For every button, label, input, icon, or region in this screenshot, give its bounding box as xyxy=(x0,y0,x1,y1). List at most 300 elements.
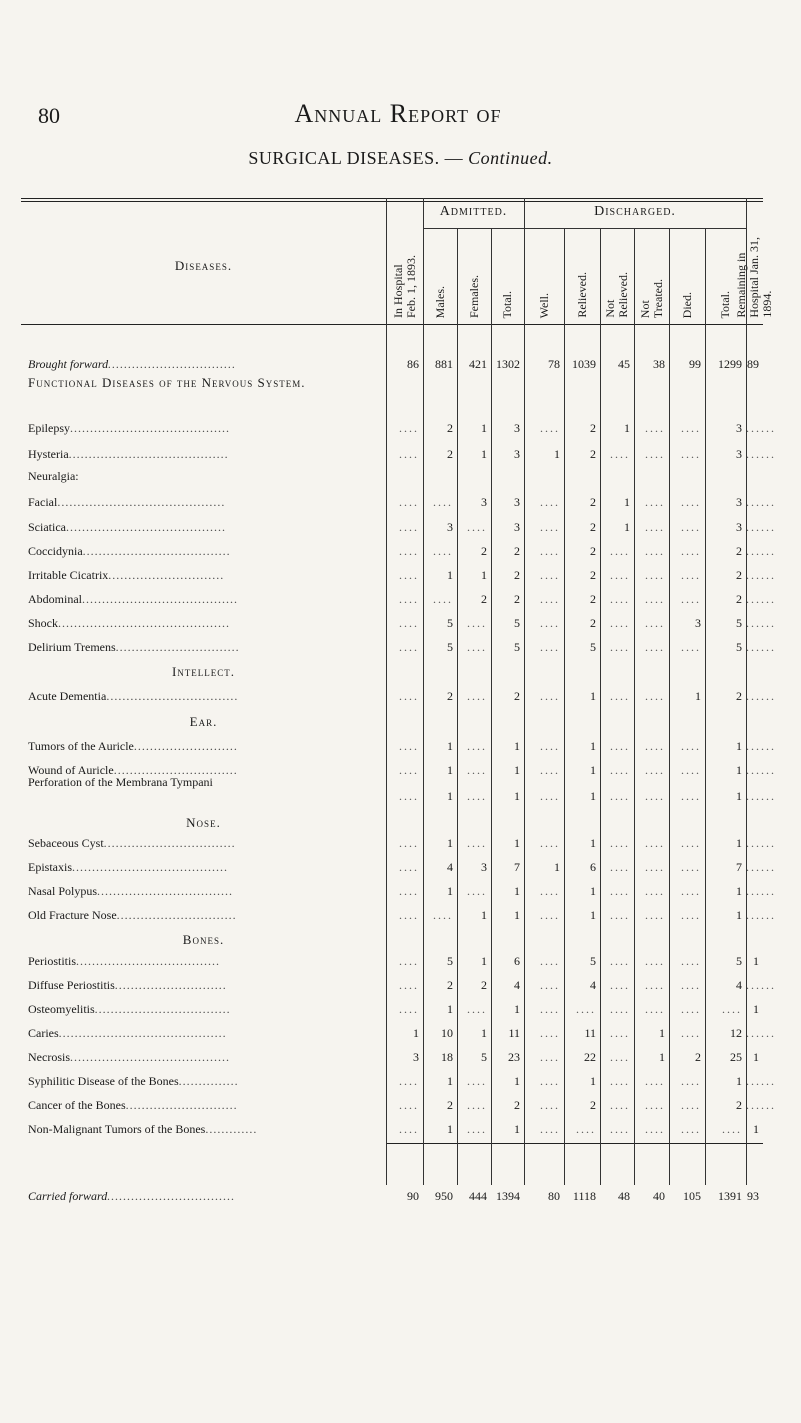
cell-col-11: ...... xyxy=(746,884,776,898)
cell-col-10: 12 xyxy=(730,1026,742,1040)
row-label-text: Irritable Cicatrix xyxy=(28,568,109,582)
row-label-facial xyxy=(28,495,225,510)
cell-col-10: 2 xyxy=(736,689,742,703)
row-label-nasal-polypus xyxy=(28,884,233,899)
cell-col-5: .... xyxy=(540,544,560,558)
cell-col-5: .... xyxy=(540,978,560,992)
cell-col-6: 2 xyxy=(590,421,596,435)
cell-col-9: .... xyxy=(681,860,701,874)
column-header-2 xyxy=(423,232,457,318)
cell-col-6: 2 xyxy=(590,592,596,606)
row-label-text: Facial xyxy=(28,495,58,509)
page-header xyxy=(38,95,758,135)
cell-col-11: ...... xyxy=(746,789,776,803)
cell-col-9: .... xyxy=(681,592,701,606)
cell-col-5: .... xyxy=(540,789,560,803)
cell-col-3: 1 xyxy=(481,447,487,461)
cell-col-5: .... xyxy=(540,495,560,509)
group-subrule-discharged xyxy=(524,228,746,229)
cell-col-4: 1 xyxy=(514,1074,520,1088)
cell-col-5: .... xyxy=(540,1002,560,1016)
cell-col-3: .... xyxy=(467,640,487,654)
cell-col-7: .... xyxy=(610,592,630,606)
cell-col-4: 3 xyxy=(514,520,520,534)
cell-col-1: .... xyxy=(399,884,419,898)
cell-col-4: 5 xyxy=(514,640,520,654)
cell-col-5: .... xyxy=(540,568,560,582)
cell-col-8: .... xyxy=(645,763,665,777)
cell-col-9: .... xyxy=(681,884,701,898)
leader-dots: .................................... xyxy=(76,954,221,968)
cell-col-3: 1 xyxy=(481,954,487,968)
cell-col-7: .... xyxy=(610,1026,630,1040)
cell-col-8: .... xyxy=(645,1002,665,1016)
cell-col-6: 1039 xyxy=(572,357,596,371)
cell-col-11: 1 xyxy=(753,1002,759,1016)
table-row xyxy=(21,1025,776,1043)
cell-col-8: .... xyxy=(645,495,665,509)
cell-col-3: 2 xyxy=(481,544,487,558)
cell-col-2: 2 xyxy=(447,1098,453,1112)
cell-col-10: 1 xyxy=(736,739,742,753)
cell-col-5: .... xyxy=(540,689,560,703)
cell-col-2: 1 xyxy=(447,1122,453,1136)
cell-col-6: 5 xyxy=(590,954,596,968)
cell-col-6: 6 xyxy=(590,860,596,874)
cell-col-10: 1 xyxy=(736,884,742,898)
cell-col-10: 5 xyxy=(736,954,742,968)
cell-col-1: 86 xyxy=(407,357,419,371)
cell-col-8: .... xyxy=(645,1122,665,1136)
cell-col-9: .... xyxy=(681,447,701,461)
cell-col-1: .... xyxy=(399,447,419,461)
cell-col-7: .... xyxy=(610,1074,630,1088)
cell-col-3: 5 xyxy=(481,1050,487,1064)
column-header-text: Total. xyxy=(718,290,732,318)
cell-col-1: .... xyxy=(399,1002,419,1016)
cell-col-6: 2 xyxy=(590,568,596,582)
leader-dots: ................................ xyxy=(107,1189,236,1203)
cell-col-7: .... xyxy=(610,860,630,874)
cell-col-3: 1 xyxy=(481,568,487,582)
leader-dots: ............................ xyxy=(114,978,227,992)
cell-col-4: 1 xyxy=(514,1002,520,1016)
cell-col-10: 4 xyxy=(736,978,742,992)
column-header-6 xyxy=(564,232,600,318)
cell-col-7: .... xyxy=(610,640,630,654)
cell-col-6: 1 xyxy=(590,836,596,850)
cell-col-1: .... xyxy=(399,1098,419,1112)
column-rule-7 xyxy=(634,228,635,1173)
table-row xyxy=(21,907,776,925)
column-rule-1 xyxy=(423,198,424,1173)
cell-col-4: 5 xyxy=(514,616,520,630)
row-label-irritable-cicatrix xyxy=(28,568,224,583)
cell-col-6: 1 xyxy=(590,763,596,777)
cell-col-11: ...... xyxy=(746,1026,776,1040)
cell-col-9: .... xyxy=(681,978,701,992)
cell-col-8: .... xyxy=(645,1074,665,1088)
row-label-text: Osteomyelitis xyxy=(28,1002,95,1016)
cell-col-2: 1 xyxy=(447,568,453,582)
cell-col-7: .... xyxy=(610,908,630,922)
cell-col-6: 22 xyxy=(584,1050,596,1064)
cell-col-4: 1 xyxy=(514,763,520,777)
cell-col-4: 7 xyxy=(514,860,520,874)
cell-col-11: ...... xyxy=(746,421,776,435)
cell-col-4: 23 xyxy=(508,1050,520,1064)
cell-col-5: 78 xyxy=(548,357,560,371)
carried-column-rule-0 xyxy=(386,1143,387,1185)
cell-col-11: ...... xyxy=(746,763,776,777)
cell-col-5: .... xyxy=(540,836,560,850)
leader-dots: .......................................... xyxy=(58,1026,227,1040)
cell-col-11: ...... xyxy=(746,520,776,534)
cell-col-11: ...... xyxy=(746,860,776,874)
row-label-text: Abdominal xyxy=(28,592,82,606)
subheading-bones: Bones. xyxy=(182,932,225,947)
cell-col-7: .... xyxy=(610,447,630,461)
cell-col-10: 1 xyxy=(736,789,742,803)
cell-col-2: 1 xyxy=(447,739,453,753)
row-label-text: Old Fracture Nose xyxy=(28,908,117,922)
cell-col-4: 2 xyxy=(514,592,520,606)
leader-dots: ..................................... xyxy=(82,544,231,558)
cell-col-8: .... xyxy=(645,568,665,582)
cell-col-8: .... xyxy=(645,616,665,630)
cell-col-5: .... xyxy=(540,884,560,898)
cell-col-11: ...... xyxy=(746,640,776,654)
row-label-sciatica xyxy=(28,520,226,535)
table-row xyxy=(21,775,776,806)
cell-col-1: .... xyxy=(399,421,419,435)
table-row xyxy=(21,519,776,537)
cell-col-7: .... xyxy=(610,1122,630,1136)
cell-col-4: 1302 xyxy=(496,357,520,371)
cell-col-7: .... xyxy=(610,568,630,582)
cell-col-7: 1 xyxy=(624,421,630,435)
leader-dots: ............................. xyxy=(108,568,225,582)
table-row xyxy=(21,615,776,633)
column-rule-9 xyxy=(705,228,706,1173)
cell-col-8: 1 xyxy=(659,1026,665,1040)
cell-col-3: .... xyxy=(467,1098,487,1112)
cell-col-6: 2 xyxy=(590,520,596,534)
cell-col-8: .... xyxy=(645,908,665,922)
row-label-abdominal xyxy=(28,592,238,607)
cell-col-7: .... xyxy=(610,1050,630,1064)
subheading-neuralgia: Neuralgia: xyxy=(28,469,79,483)
cell-col-5: .... xyxy=(540,1074,560,1088)
row-label-text: Shock xyxy=(28,616,58,630)
cell-col-7: .... xyxy=(610,978,630,992)
cell-col-1: .... xyxy=(399,689,419,703)
leader-dots: ........................................ xyxy=(65,520,226,534)
subheading-nose: Nose. xyxy=(186,815,221,830)
column-header-11 xyxy=(734,202,774,318)
carried-column-rule-5 xyxy=(564,1143,565,1185)
column-rule-6 xyxy=(600,228,601,1173)
cell-col-11: ...... xyxy=(746,568,776,582)
cell-col-11: ...... xyxy=(746,616,776,630)
column-header-text: Relieved. xyxy=(574,272,589,318)
cell-col-2: 3 xyxy=(447,520,453,534)
cell-col-3: 444 xyxy=(469,1189,487,1203)
column-rule-3 xyxy=(491,228,492,1173)
cell-col-9: 3 xyxy=(695,616,701,630)
row-label-non-malignant-tumors-of-the-bones xyxy=(28,1122,257,1137)
cell-col-10: 2 xyxy=(736,568,742,582)
cell-col-1: .... xyxy=(399,1122,419,1136)
subheading-functional: Functional Diseases of the Nervous System. xyxy=(28,375,306,390)
cell-col-9: 2 xyxy=(695,1050,701,1064)
carried-column-rule-10 xyxy=(746,1143,747,1185)
cell-col-7: 1 xyxy=(624,495,630,509)
cell-col-2: 881 xyxy=(435,357,453,371)
cell-col-8: .... xyxy=(645,978,665,992)
cell-col-9: .... xyxy=(681,640,701,654)
section-title-main: SURGICAL DISEASES. xyxy=(248,148,440,168)
cell-col-10: .... xyxy=(722,1122,742,1136)
column-header-1 xyxy=(386,202,423,318)
cell-col-2: .... xyxy=(433,908,453,922)
leader-dots: ............... xyxy=(178,1074,239,1088)
column-rule-2 xyxy=(457,228,458,1173)
carried-column-rule-1 xyxy=(423,1143,424,1185)
cell-col-2: 5 xyxy=(447,640,453,654)
row-label-text: Sebaceous Cyst xyxy=(28,836,104,850)
cell-col-11: ...... xyxy=(746,689,776,703)
cell-col-10: 1 xyxy=(736,1074,742,1088)
cell-col-5: .... xyxy=(540,739,560,753)
section-title-dash: — xyxy=(444,148,469,168)
cell-col-1: .... xyxy=(399,739,419,753)
cell-col-8: 38 xyxy=(653,357,665,371)
column-header-text: Males. xyxy=(432,285,447,318)
cell-col-1: .... xyxy=(399,789,419,803)
column-header-7 xyxy=(600,232,634,318)
cell-col-10: 1 xyxy=(736,908,742,922)
cell-col-7: .... xyxy=(610,1098,630,1112)
cell-col-6: 5 xyxy=(590,640,596,654)
cell-col-3: 2 xyxy=(481,592,487,606)
table-row xyxy=(21,1049,763,1067)
row-label-perforation-of-the-membrana-tympani xyxy=(28,776,378,789)
cell-col-3: 1 xyxy=(481,1026,487,1040)
cell-col-10: 3 xyxy=(736,421,742,435)
cell-col-8: .... xyxy=(645,860,665,874)
column-header-text: Total. xyxy=(500,290,514,318)
cell-col-1: .... xyxy=(399,640,419,654)
cell-col-4: 2 xyxy=(514,568,520,582)
table-row xyxy=(21,420,776,438)
discharged-group-header: Discharged. xyxy=(594,204,676,219)
carried-forward-row xyxy=(21,1188,763,1206)
row-label-text: Coccidynia xyxy=(28,544,83,558)
cell-col-10: 2 xyxy=(736,544,742,558)
cell-col-1: .... xyxy=(399,954,419,968)
cell-col-10: 1 xyxy=(736,836,742,850)
cell-col-2: .... xyxy=(433,592,453,606)
cell-col-6: 1118 xyxy=(572,1189,596,1203)
leader-dots: ............................ xyxy=(125,1098,238,1112)
table-row xyxy=(21,883,776,901)
running-title: Annual Report of xyxy=(294,99,502,128)
row-label-text: Epistaxis xyxy=(28,860,72,874)
cell-col-11: ...... xyxy=(746,495,776,509)
cell-col-9: .... xyxy=(681,789,701,803)
cell-col-10: 25 xyxy=(730,1050,742,1064)
cell-col-8: .... xyxy=(645,421,665,435)
cell-col-9: .... xyxy=(681,836,701,850)
row-label-text: Carried forward xyxy=(28,1189,108,1203)
cell-col-2: .... xyxy=(433,544,453,558)
cell-col-4: 1 xyxy=(514,739,520,753)
row-label-shock xyxy=(28,616,230,631)
cell-col-7: .... xyxy=(610,1002,630,1016)
row-label-old-fracture-nose xyxy=(28,908,237,923)
column-header-text: Well. xyxy=(536,292,551,318)
table-row xyxy=(21,591,776,609)
cell-col-3: 3 xyxy=(481,495,487,509)
column-header-text: Females. xyxy=(466,275,481,318)
cell-col-2: 950 xyxy=(435,1189,453,1203)
cell-col-9: .... xyxy=(681,421,701,435)
row-label-text: Sciatica xyxy=(28,520,66,534)
carried-column-rule-3 xyxy=(491,1143,492,1185)
cell-col-2: 5 xyxy=(447,954,453,968)
cell-col-2: 5 xyxy=(447,616,453,630)
cell-col-9: .... xyxy=(681,544,701,558)
cell-col-4: 6 xyxy=(514,954,520,968)
row-label-tumors-of-the-auricle xyxy=(28,739,238,754)
row-label-text: Delirium Tremens xyxy=(28,640,116,654)
row-label-text: Brought forward xyxy=(28,357,109,371)
cell-col-10: 1391 xyxy=(718,1189,742,1203)
row-label-sebaceous-cyst xyxy=(28,836,236,851)
cell-col-5: .... xyxy=(540,1026,560,1040)
cell-col-2: 2 xyxy=(447,689,453,703)
cell-col-3: .... xyxy=(467,1074,487,1088)
cell-col-5: .... xyxy=(540,908,560,922)
table-row xyxy=(21,953,763,971)
row-label-text: Necrosis xyxy=(28,1050,70,1064)
row-label-text: Periostitis xyxy=(28,954,77,968)
cell-col-8: .... xyxy=(645,640,665,654)
column-header-text: Not Relieved. xyxy=(603,272,630,318)
leader-dots: ........................................ xyxy=(68,447,229,461)
cell-col-9: .... xyxy=(681,1122,701,1136)
cell-col-8: 1 xyxy=(659,1050,665,1064)
cell-col-6: 1 xyxy=(590,789,596,803)
cell-col-4: 3 xyxy=(514,447,520,461)
column-rule-0 xyxy=(386,198,387,1173)
cell-col-6: 1 xyxy=(590,908,596,922)
cell-col-6: 2 xyxy=(590,495,596,509)
cell-col-8: .... xyxy=(645,884,665,898)
row-label-carried-forward xyxy=(28,1189,235,1204)
leader-dots: ........................................ xyxy=(70,421,230,435)
cell-col-7: .... xyxy=(610,789,630,803)
cell-col-10: 5 xyxy=(736,616,742,630)
row-label-text: Epilepsy xyxy=(28,421,70,435)
leader-dots: ............. xyxy=(205,1122,258,1136)
cell-col-9: .... xyxy=(681,908,701,922)
cell-col-1: .... xyxy=(399,520,419,534)
cell-col-3: 3 xyxy=(481,860,487,874)
cell-col-7: .... xyxy=(610,689,630,703)
cell-col-9: .... xyxy=(681,954,701,968)
section-title-suffix: Continued. xyxy=(468,148,553,168)
cell-col-5: .... xyxy=(540,421,560,435)
table-row xyxy=(21,738,776,756)
brought-forward-row xyxy=(21,356,763,374)
leader-dots: ................................. xyxy=(103,836,236,850)
cell-col-9: .... xyxy=(681,763,701,777)
cell-col-3: .... xyxy=(467,836,487,850)
cell-col-4: 2 xyxy=(514,689,520,703)
cell-col-10: 3 xyxy=(736,495,742,509)
cell-col-5: .... xyxy=(540,616,560,630)
leader-dots: .......................... xyxy=(133,739,238,753)
cell-col-1: .... xyxy=(399,908,419,922)
column-header-text: Not Treated. xyxy=(637,278,665,318)
cell-col-5: .... xyxy=(540,763,560,777)
cell-col-5: .... xyxy=(540,954,560,968)
cell-col-5: .... xyxy=(540,520,560,534)
row-label-text: Acute Dementia xyxy=(28,689,107,703)
cell-col-11: ...... xyxy=(746,908,776,922)
cell-col-4: 4 xyxy=(514,978,520,992)
cell-col-11: 89 xyxy=(747,357,759,371)
row-label-text: Hysteria xyxy=(28,447,69,461)
leader-dots: ........................................ xyxy=(70,1050,230,1064)
carried-column-rule-9 xyxy=(705,1143,706,1185)
cell-col-6: 1 xyxy=(590,884,596,898)
cell-col-9: .... xyxy=(681,739,701,753)
cell-col-9: .... xyxy=(681,1074,701,1088)
leader-dots: .......................................... xyxy=(57,495,226,509)
cell-col-2: 1 xyxy=(447,836,453,850)
cell-col-11: ...... xyxy=(746,1074,776,1088)
cell-col-7: .... xyxy=(610,544,630,558)
column-rule-10 xyxy=(746,198,747,1173)
row-label-acute-dementia xyxy=(28,689,238,704)
leader-dots: ....................................... xyxy=(72,860,228,874)
cell-col-4: 1 xyxy=(514,836,520,850)
cell-col-6: 1 xyxy=(590,689,596,703)
column-rule-4 xyxy=(524,198,525,1173)
carried-column-rule-2 xyxy=(457,1143,458,1185)
row-label-periostitis xyxy=(28,954,220,969)
cell-col-1: .... xyxy=(399,763,419,777)
cell-col-1: .... xyxy=(399,1074,419,1088)
table-row xyxy=(21,1097,776,1115)
row-label-epistaxis xyxy=(28,860,228,875)
cell-col-2: 2 xyxy=(447,447,453,461)
table-row xyxy=(21,1121,763,1139)
cell-col-7: .... xyxy=(610,884,630,898)
cell-col-2: 1 xyxy=(447,763,453,777)
cell-col-6: 2 xyxy=(590,1098,596,1112)
row-label-text: Tumors of the Auricle xyxy=(28,739,134,753)
cell-col-4: 3 xyxy=(514,421,520,435)
cell-col-5: .... xyxy=(540,640,560,654)
cell-col-8: .... xyxy=(645,954,665,968)
cell-col-4: 1 xyxy=(514,884,520,898)
cell-col-8: .... xyxy=(645,592,665,606)
cell-col-5: .... xyxy=(540,1050,560,1064)
